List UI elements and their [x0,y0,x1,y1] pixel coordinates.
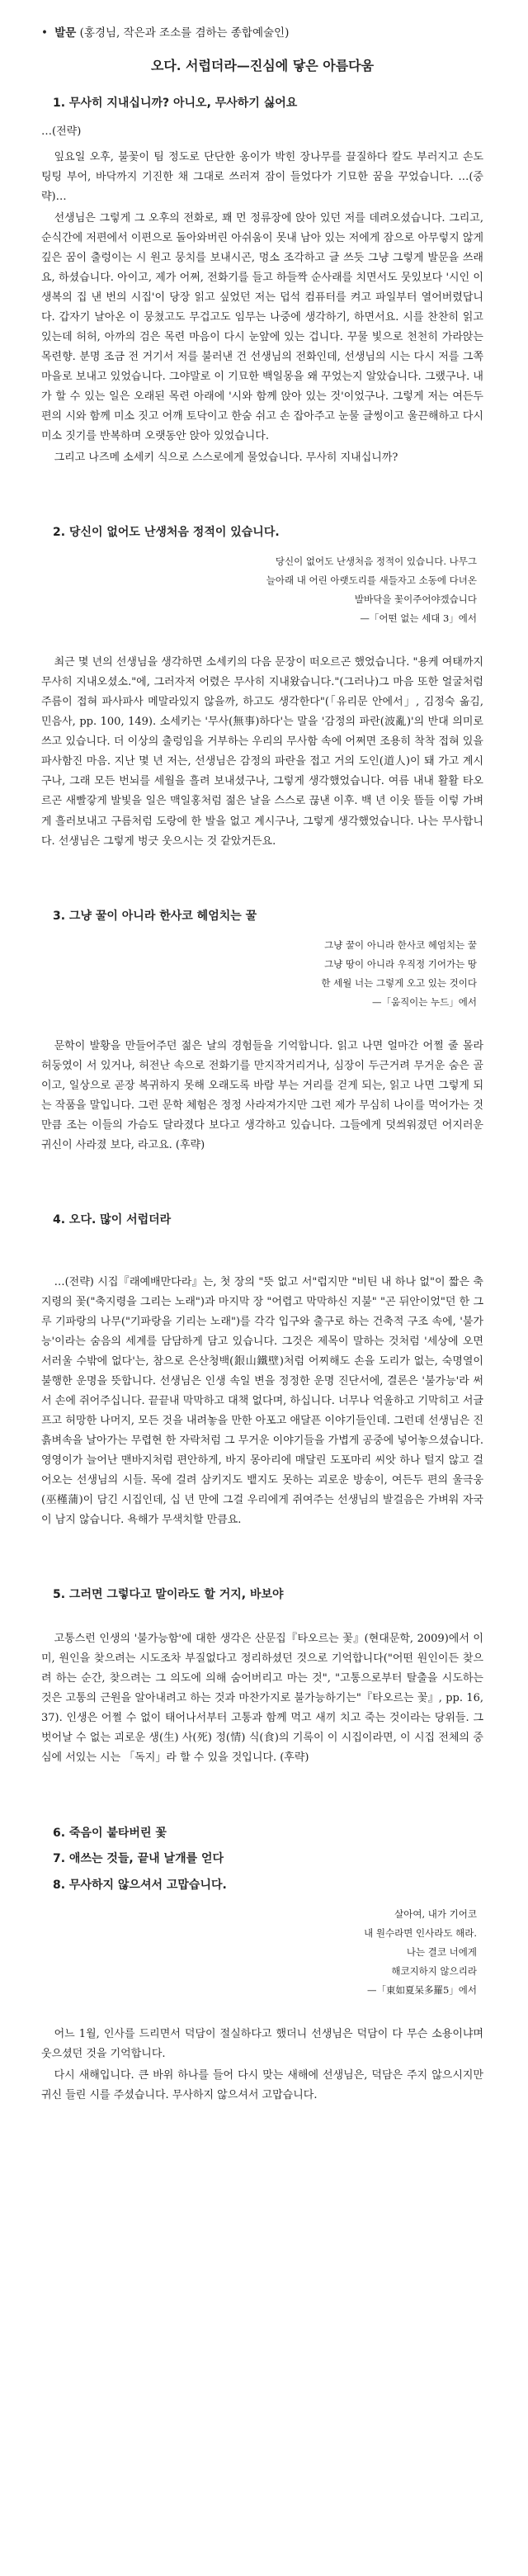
section-2-paragraph-1: 최근 몇 년의 선생님을 생각하면 소세키의 다음 문장이 떠오르곤 했었습니다. "용케 여태까지 무사히 지내오셨소."에, 그러자저 어렸은 무사히 지내왔습니다."(그러나)그 마음 또한 얼굴처럼 주름이 접혀 파사파사 메말라있지 않을까, 하고도 생각한다"(「유리문 안에서」, 김정숙 옮김, 민음사, pp. 100, 149). 소세키는 '무사(無事)하다'는 말을 '감정의 파란(波亂)'의 반대 의미로 쓰고 있습니다. 더 이상의 출렁임을 거부하는 우리의 무사함 속에 어쩌면 조용히 착착 접혀 있을 파사함진 마음. 지난 몇 년 저는, 선생님은 감정의 파란을 접고 거의 도인(道人)이 돼 가고 계시구나, 그래 모든 번뇌를 세월을 흘려 보내셨구나, 그렇게 생각했었습니다. 여름 내내 활활 타오르곤 새빨갛게 발빛을 일은 맥일홍처럼 젊은 날을 스스로 끊낸 이후. 백 년 이웃 뜰들 이렇 가벼게 흘러보내고 구름처럼 도랑에 한 발을 없고 계시구나, 그렇게 생각했었습니다. 나는 무사합니다. 선생님은 그렇게 벙긋 웃으시는 것 같았거든요. [41,656,483,848]
section-1-paragraph-2: 선생님은 그렇게 그 오후의 전화로, 꽤 먼 정류장에 앉아 있던 저를 데려오셨습니다. 그리고, 순식간에 저편에서 이편으로 돌아와버린 아쉬움이 못내 남아 있는 저에게 잠으로 아무렇지 않게 깊은 꿈이 출렁이는 시 원고 뭉치를 보내시곤, 멍소 조각하고 글 쓰듯 그냥 그렇게 발문을 쓰래요, 하셨습니다. 아이고, 제가 어쩌, 전화기를 들고 하들짝 순사래를 치면서도 뭇있보다 '시인 이생복의 집 낸 번의 시집'이 당장 읽고 싶었던 저는 덥석 컴퓨터를 켜고 파일부터 열어버렸답니다. 갑자기 날아온 이 뭉쳤고도 무겁고도 임무는 나중에 생각하기, 하면서요. 시를 찬찬히 읽고 있는데 허허, 아까의 검은 목련 마음이 다시 눈앞에 있는 겁니다. 꾸물 빛으로 천천히 가라앉는 목련향. 분명 조금 전 거기서 저를 불러낸 건 선생님의 전화인데, 선생님의 시는 다시 저를 그쪽 마을로 보내고 있었습니다. 그야말로 이 기묘한 백일몽을 왜 꾸었는지 알았습니다. 그랬구나. 내가 할 수 있는 일은 오래된 목련 아래에 '시와 함께 앉아 있는 것'이었구나. 그렇게 저는 여든두 편의 시와 함께 미소 짓고 어깨 토닥이고 한숨 쉬고 손 잡아주고 눈물 글썽이고 울끈해하고 다시 미소 짓기를 반복하며 오랫동안 앉아 있었습니다. [41,211,483,443]
section-5-heading: 5. 그러면 그렇다고 말이라도 할 거지, 바보야 [53,1588,284,1602]
section-5-paragraph-1: 고통스런 인생의 '불가능함'에 대한 생각은 산문집『타오르는 꽃』(현대문학, 2009)에서 이미, 원인을 찾으려는 시도조차 부질없다고 정리하셨던 것으로 기억합니다("어떤 원인이든 찾으려 하는 순간, 찾으려는 그 의도에 의해 숨어버리고 마는 것", "고통으로부터 탈출을 시도하는 것은 고통의 근원을 알아내려고 하는 것과 마찬가지로 불가능하기는"『타오르는 꽃』, pp. 16, 37). 인생은 어쩔 수 없이 태어나서부터 고통과 함께 먹고 새끼 치고 죽는 것이라는 당위들. 그 벗어날 수 없는 괴로운 생(生) 사(死) 정(情) 식(食)의 기록이 이 시집이라면, 이 시집 전체의 중심에 서있는 시는 「독지」라 할 수 있을 것입니다. (후략) [41,1633,483,1765]
poem-line: 살아여, 내가 기어코 [394,1908,477,1921]
section-2-heading: 2. 당신이 없어도 난생처음 정적이 있습니다. [53,526,280,540]
afterword-label: 발문 [54,26,77,40]
poem-line: 발바닥을 꽃이주어야겠습니다 [354,593,477,606]
section-1-paragraph-1: 잎요일 오후, 불꽃이 팀 정도로 단단한 옹이가 박힌 장나무를 끌질하다 칼도 부러지고 손도 팅팅 부어, 바닥까지 기진한 채 그대로 쓰러져 잠이 들었다가 기묘한 꿈을 꾸었습니다. …(중략)… [41,150,483,203]
poem-line: 나는 결코 너에게 [406,1946,477,1959]
section-gap [41,1532,483,1585]
poem-line: 늘아래 내 어린 아랫도리를 새들자고 소동에 다녀온 [266,574,477,587]
poem-line: 당신이 없어도 난생처음 정적이 있습니다. 나무그 [275,555,477,568]
section-6-heading: 6. 죽음이 붙타버린 꽃 [53,1826,167,1840]
section-8-paragraph-2: 다시 새해입니다. 큰 바위 하나를 들어 다시 맞는 새해에 선생님은, 덕담은 주지 않으시지만 귀신 들린 시를 주셨습니다. 무사하지 않으셔서 고맙습니다. [41,2069,483,2102]
section-8-paragraph-1: 어느 1월, 인사를 드리면서 덕담이 절실하다고 했더니 선생님은 덕담이 다 무슨 소용이냐며 웃으셨던 것을 기억합니다. [41,2028,483,2061]
section-4-heading: 4. 오다. 많이 서럽더라 [53,1212,172,1227]
section-1-note: …(전략) [41,125,82,139]
section-7-heading: 7. 애쓰는 것들, 끝내 날개를 얻다 [53,1852,224,1866]
poem-line: 그냥 꿀이 아니라 한사코 헤엄치는 꿀 [324,938,477,951]
section-4-paragraph-1: …(전략) 시집『래예배만다라』는, 첫 장의 "뜻 없고 서"럽지만 "비틴 내 하나 없"이 짧은 축지령의 꽃("축지령을 그리는 노래")과 마지막 장 "어렵고 막막하신 지불" "곤 뒤안이었"던 한 그루 기파랑의 나무("기파랑을 기리는 노래")를 각각 입구와 출구로 하는 건축적 구조 속에, '불가능'이라는 숨음의 세계를 담담하게 담고 있습니다. 그것은 제목이 말하는 것처럼 '세상에 오면 서러울 수밖에 없다'는, 참으로 은산청백(銀山鐵壁)처럼 어찌해도 손을 도리가 없는, 숙명열이 불행한 운명을 뜻합니다. 선생님은 인생 속일 변을 정정한 운명 진단서에, 결론은 '불가능'라 써서 손에 쥐어주십니다. 끝끝내 막막하고 대책 없다며, 하십니다. 너무나 억울하고 기막히고 서글프고 허망한 나머지, 모든 것을 내려놓을 만한 아포고 애달픈 이야기들인데. 그런데 선생님은 진흙벼속을 날아가는 무렵현 한 자락처럼 그 무거운 이야기들을 가볍게 공중에 넣어놓으셨습니다. 영영이가 늘어난 맨바지처럼 편안하게, 바지 몽아리에 매달린 도포마리 씨앗 하나 털지 않고 걸어오는 선생님의 시들. 목에 걸려 삼키지도 뱉지도 못하는 괴로운 방송이, 여든두 편의 울극웅(巫槿蒲)이 담긴 시집인데, 십 년 만에 그걸 우리에게 쥐여주는 선생님의 발걸음은 가벼워 자국이 남지 않습니다. 욕해가 무색치할 만큼요. [41,1275,483,1527]
poem-source: —「東如夏呆多羅5」에서 [366,1984,477,1997]
poem-line: 내 원수라면 인사라도 해라. [364,1927,477,1940]
bullet-icon: • [41,26,48,40]
afterword-header [41,23,483,44]
poem-source: —「어떤 없는 세대 3」에서 [360,612,477,625]
section-2-poem-quote [41,552,483,628]
section-gap [41,470,483,522]
section-8-heading: 8. 무사하지 않으셔서 고맙습니다. [53,1879,227,1893]
section-1-paragraph-3: 그리고 나즈메 소세키 식으로 스스로에게 물었습니다. 무사히 지내십니까? [54,451,398,465]
section-3-paragraph-1: 문학이 발황을 만들어주던 젊은 날의 경험들을 기억합니다. 읽고 나면 얼마간 어쩔 줄 몰라 허둥였이 서 있거나, 허전난 속으로 전화기를 만지작거리거나, 심장이 두근거려 무거운 숨은 골이고, 일상으로 곧장 복귀하지 못해 오래도록 바람 부는 거리를 걷게 되는, 읽고 나면 그렇게 되는 작품을 말입니다. 그런 문학 체험은 정정 사라져가지만 그런 제가 무심히 나이를 먹어가는 것만큼 조는 이들의 가슴도 달라졌다 보다고 생각하고 있습니다. 그들에게 덧씌워졌던 어지러운 귀신이 사라졌 보다, 라고요. (후략) [41,1039,483,1151]
section-8-poem-quote [41,1905,483,2000]
poem-line: 그냥 땅이 아니라 우직정 기어가는 땅 [324,957,477,970]
poem-line: 해코지하지 않으리라 [391,1965,477,1978]
section-1-heading: 1. 무사히 지내십니까? 아니오, 무사하기 싫어요 [53,96,298,110]
author-note: (홍경님, 작은과 조소를 겸하는 종합예술인) [79,26,290,40]
section-gap [41,1614,483,1629]
poem-source: —「움직이는 누드」에서 [371,995,477,1008]
section-3-heading: 3. 그냥 꿀이 아니라 한사코 헤엄치는 꿀 [53,909,257,923]
section-gap [41,1157,483,1210]
section-gap [41,1240,483,1273]
poem-line: 한 세월 너는 그렇게 오고 있는 것이다 [321,976,477,989]
essay-title: 오다. 서럽더라—진심에 닿은 아름다움 [150,57,375,73]
section-gap [41,1770,483,1823]
section-3-poem-quote [41,936,483,1012]
section-gap [41,853,483,906]
